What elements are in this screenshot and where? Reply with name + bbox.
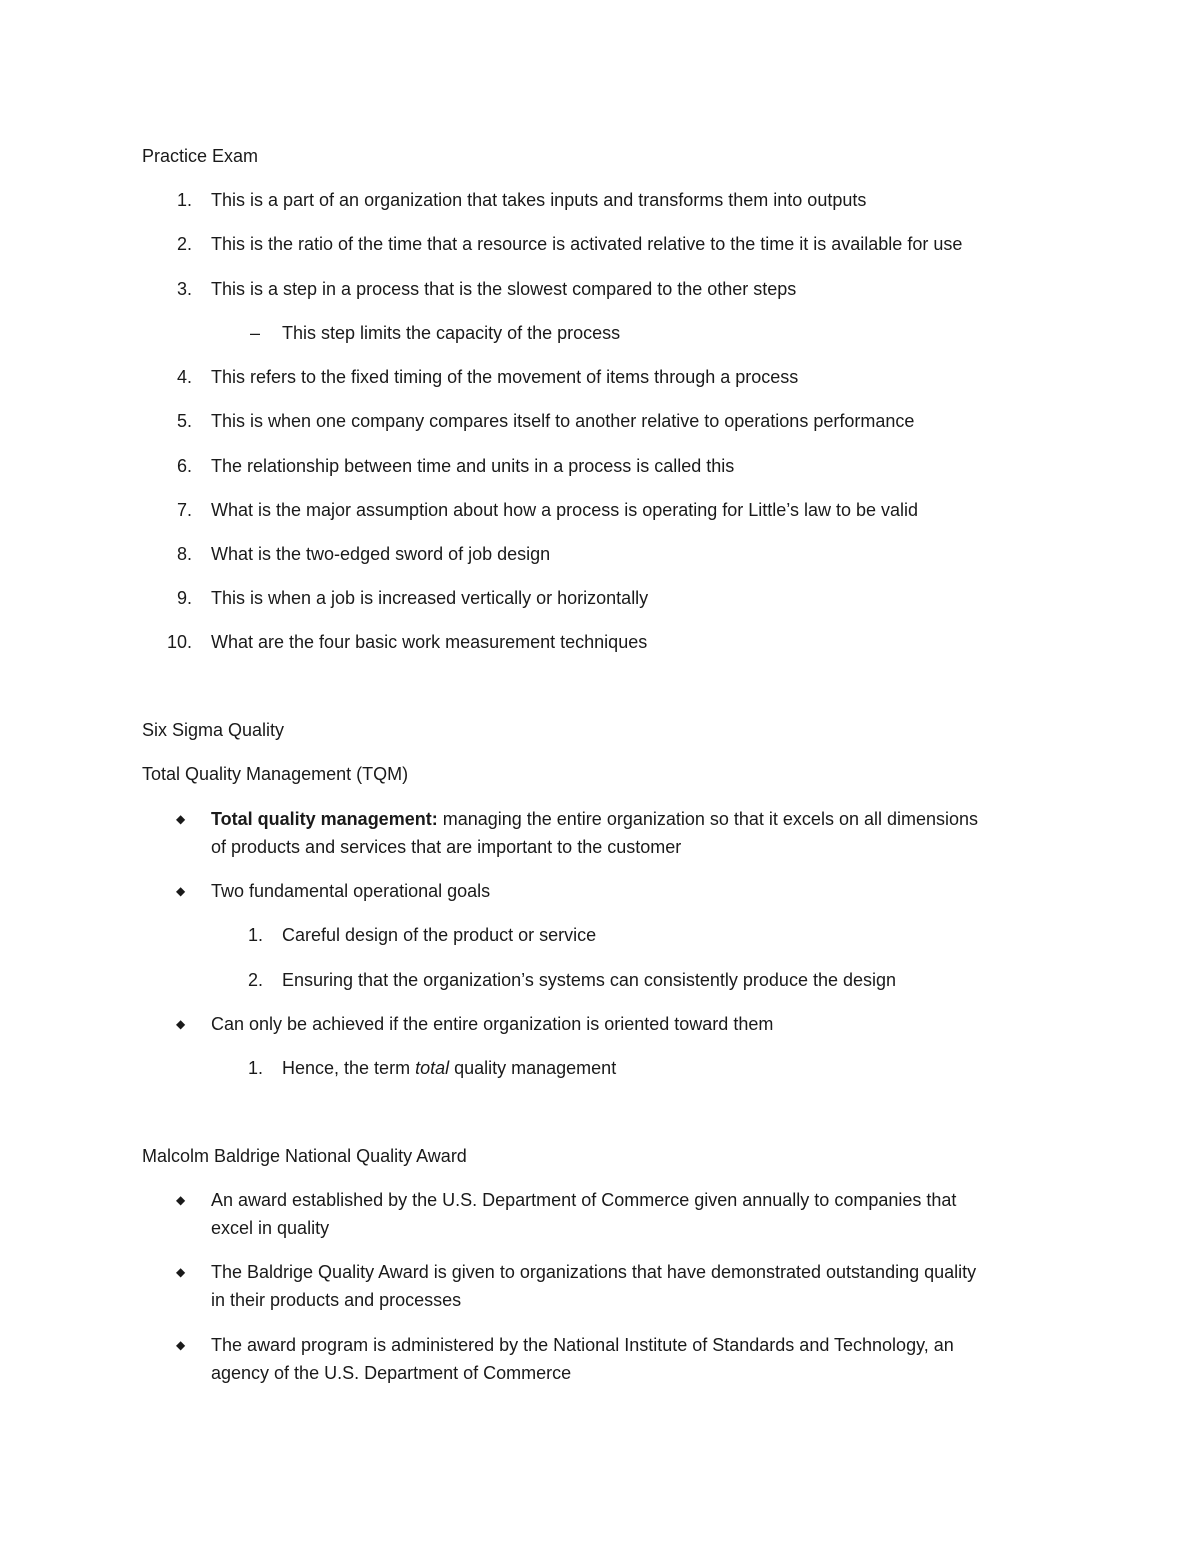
question-number: 5. [176, 411, 192, 431]
question-number: 4. [176, 367, 192, 387]
bullet-text: An award established by the U.S. Department of Commerce given annually to companies that [211, 1190, 957, 1210]
sub-item-number: 1. [247, 1058, 263, 1078]
question-text: What is the major assumption about how a process is operating for Little’s law to be valid [211, 500, 919, 520]
bullet-icon: ◆ [176, 884, 186, 898]
bullet-text-rest: managing the entire organization so that it excels on all dimensions [437, 809, 979, 829]
bullet-icon: ◆ [176, 1265, 186, 1279]
question-number: 6. [176, 456, 192, 476]
question-text: This is when one company compares itself to another relative to operations performance [211, 411, 915, 431]
question-number: 10. [166, 632, 192, 652]
question-text: What are the four basic work measurement techniques [211, 632, 648, 652]
question-number: 8. [176, 544, 192, 564]
bullet-text: The Baldrige Quality Award is given to organizations that have demonstrated outstanding quality [211, 1262, 977, 1282]
bullet-text [211, 807, 978, 831]
bullet-text: Can only be achieved if the entire organization is oriented toward them [211, 1014, 774, 1034]
question-text: This is when a job is increased vertically or horizontally [211, 588, 649, 608]
bullet-icon: ◆ [176, 1338, 186, 1352]
baldrige-heading: Malcolm Baldrige National Quality Award [142, 1146, 467, 1166]
question-sub-text: This step limits the capacity of the process [282, 323, 621, 343]
bullet-text-continued: agency of the U.S. Department of Commerce [211, 1363, 572, 1383]
bullet-icon: ◆ [176, 1017, 186, 1031]
question-text: What is the two-edged sword of job design [211, 544, 551, 564]
sub-item-text-pre: Hence, the term [282, 1058, 416, 1078]
bullet-icon: ◆ [176, 812, 186, 826]
question-number: 9. [176, 588, 192, 608]
bullet-text: Two fundamental operational goals [211, 881, 491, 901]
bullet-text-continued: excel in quality [211, 1218, 330, 1238]
question-text: This is a part of an organization that takes inputs and transforms them into outputs [211, 190, 867, 210]
question-text: This is a step in a process that is the slowest compared to the other steps [211, 279, 797, 299]
italic-term: total [415, 1058, 450, 1078]
question-text: This refers to the fixed timing of the movement of items through a process [211, 367, 799, 387]
bullet-text-continued: of products and services that are important to the customer [211, 837, 682, 857]
dash-marker: – [250, 323, 261, 343]
sub-item-number: 1. [247, 925, 263, 945]
question-number: 2. [176, 234, 192, 254]
exam-title: Practice Exam [142, 146, 259, 166]
sub-item-text: Ensuring that the organization’s systems can consistently produce the design [282, 970, 897, 990]
tqm-heading: Total Quality Management (TQM) [142, 764, 409, 784]
sub-item-text [282, 1056, 616, 1080]
question-text: This is the ratio of the time that a resource is activated relative to the time it is available for use [211, 234, 963, 254]
section-title: Six Sigma Quality [142, 720, 285, 740]
bullet-icon: ◆ [176, 1193, 186, 1207]
question-number: 1. [176, 190, 192, 210]
sub-item-number: 2. [247, 970, 263, 990]
question-number: 3. [176, 279, 192, 299]
bullet-text: The award program is administered by the National Institute of Standards and Technology, an [211, 1335, 954, 1355]
bold-term: Total quality management: [211, 809, 438, 829]
question-text: The relationship between time and units in a process is called this [211, 456, 735, 476]
sub-item-text: Careful design of the product or service [282, 925, 597, 945]
sub-item-text-post: quality management [449, 1058, 617, 1078]
bullet-text-continued: in their products and processes [211, 1290, 462, 1310]
question-number: 7. [176, 500, 192, 520]
